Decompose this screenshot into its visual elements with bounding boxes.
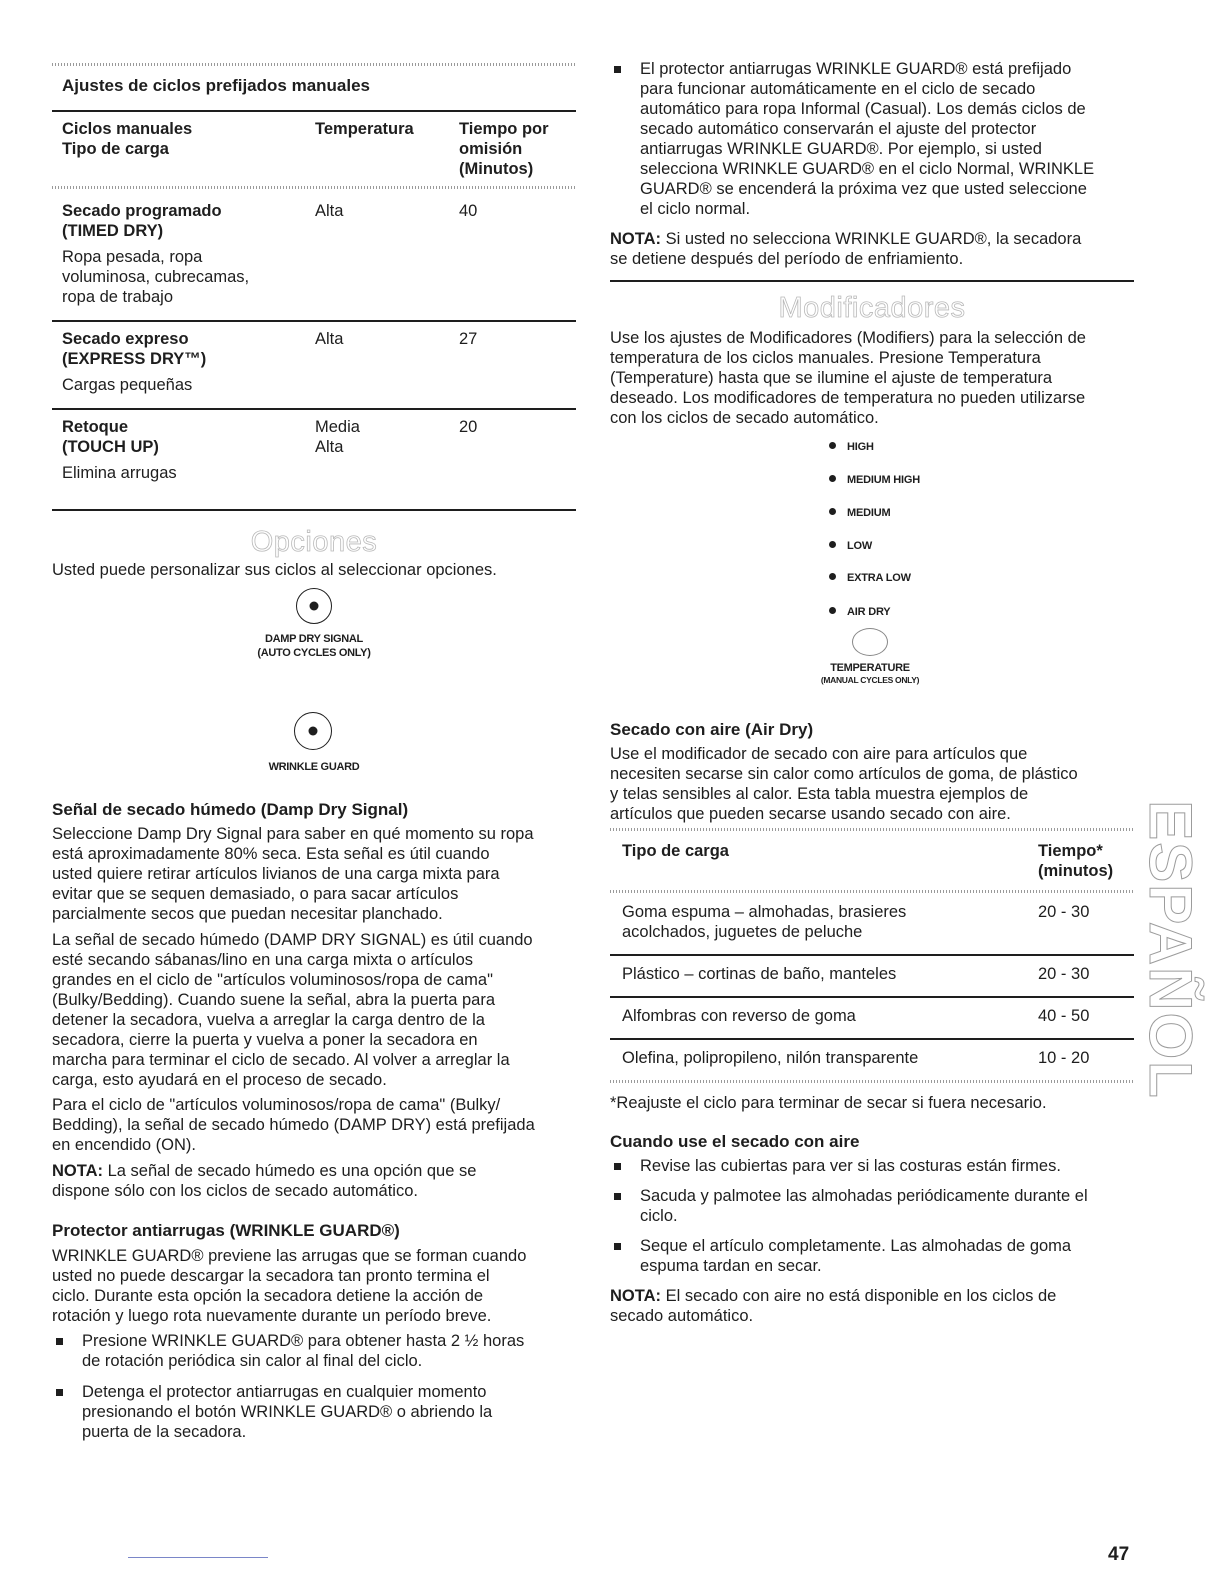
- bullet-icon: [614, 1243, 621, 1250]
- damp-dry-p2: La señal de secado húmedo (DAMP DRY SIGNAL) es útil cuando esté secando sábanas/lino en una carga mixta o artículos grandes en el ciclo de "artículos voluminosos/ropa de cama" (Bulky/Bedding). Cuando suene la señal, abra la puerta para detener la secadora, vuelva a arreglar la carga dentro de la secadora, cierre la puerta y vuelva a poner la secadora en marcha para terminar el ciclo de secado. Al volver a arreglar la carga, esto ayudará en el proceso de secado.: [52, 931, 533, 1089]
- left-column: Ajustes de ciclos prefijados manuales Ciclos manuales Tipo de carga Temperatura Tiempo por omisión (Minutos) Secado programado (TIMED DRY) Ropa pesada, ropa voluminosa, cubrecamas, ropa de trabajo Alta 40 Secado expreso (EXPRESS DRY™) Cargas pequeñas Alta 27 Retoque (TOUCH UP) Elimina arrugas Media Alta 20 Opciones Usted puede personalizar sus ciclos al seleccionar opciones. DAMP DRY SIGNAL (AUTO CYCLES ONLY) WRINKLE GUARD Señal de secado húmedo (Damp Dry Signal) Seleccione Damp Dry Signal para saber en qué momento su ropa está aproximadamente 80% seca. Esta señal es útil cuando usted quiere retirar artículos livianos de una carga mixta para evitar que se sequen demasiado, o para sacar artículos parcialmente secos que puedan necesitar planchado. La señal de secado húmedo (DAMP DRY SIGNAL) es útil cuando esté secando sábanas/lino en una carga mixta o artículos grandes en el ciclo de "artículos voluminosos/ropa de cama" (Bulky/Bedding). Cuando suene la señal, abra la puerta para detener la secadora, vuelva a arreglar la carga dentro de la secadora, cierre la puerta y vuelva a poner la secadora en marcha para terminar el ciclo de secado. Al volver a arreglar la carga, esto ayudará en el proceso de secado. Para el ciclo de "artículos voluminosos/ropa de cama" (Bulky/ Bedding), la señal de secado húmedo (DAMP DRY) está prefijada en encendido (ON). NOTA: La señal de secado húmedo es una opción que se dispone sólo con los ciclos de secado automático. Protector antiarrugas (WRINKLE GUARD®) WRINKLE GUARD® previene las arrugas que se forman cuando usted no puede descargar la secadora tan pronto termina el ciclo. Durante esta opción la secadora detiene la acción de rotación y luego rota nuevamente durante un período breve. Presione WRINKLE GUARD® para obtener hasta 2 ½ horas de rotación periódica sin calor al final del ciclo. Detenga el protector antiarrugas en cualquier momento presionando el botón WRINKLE GUARD® o abriendo la puerta de la secadora.: [52, 0, 576, 1584]
- bullet-icon: [614, 66, 621, 73]
- divider: [610, 1080, 1134, 1083]
- temperature-level: HIGH: [829, 440, 874, 454]
- divider: [52, 320, 576, 322]
- wrinkle-guard-label: WRINKLE GUARD: [268, 761, 360, 773]
- indicator-dot: [829, 475, 836, 482]
- divider: [610, 954, 1134, 956]
- indicator-dot: [829, 442, 836, 449]
- cycles-table-title: Ajustes de ciclos prefijados manuales: [62, 76, 371, 95]
- wrinkle-guard-button[interactable]: [294, 712, 332, 750]
- temperature-value: Alta: [315, 330, 344, 348]
- indicator-dot: [309, 727, 318, 736]
- page-number: 47: [1108, 1544, 1130, 1565]
- air-dry-intro: Use el modificador de secado con aire para artículos que necesiten secarse sin calor como artículos de goma, de plástico y telas sensibles al calor. Esta tabla muestra ejemplos de artículos que pueden secarse usando secado con aire.: [610, 745, 1078, 823]
- temperature-level: EXTRA LOW: [829, 571, 911, 585]
- options-intro: Usted puede personalizar sus ciclos al seleccionar opciones.: [52, 561, 497, 579]
- table-row: [62, 329, 302, 395]
- load-type: voluminosa, cubrecamas,: [62, 268, 250, 286]
- divider: [610, 828, 1134, 831]
- right-column: El protector antiarrugas WRINKLE GUARD® está prefijado para funcionar automáticamente en el ciclo de secado automático para ropa Informal (Casual). Los demás ciclos de secado automático conservarán el ajuste del protector antiarrugas WRINKLE GUARD®. Por ejemplo, si usted selecciona WRINKLE GUARD® en el ciclo Normal, WRINKLE GUARD® se encenderá la próxima vez que usted seleccione el ciclo normal. NOTA: Si usted no selecciona WRINKLE GUARD®, la secadora se detiene después del período de enfriamiento. Modificadores Use los ajustes de Modificadores (Modifiers) para la selección de temperatura de los ciclos manuales. Presione Temperatura (Temperature) hasta que se ilumine el ajuste de temperatura deseado. Los modificadores de temperatura no pueden utilizarse con los ciclos de secado automático. HIGH MEDIUM HIGH MEDIUM LOW EXTRA LOW AIR DRY TEMPERATURE (MANUAL CYCLES ONLY) Secado con aire (Air Dry) Use el modificador de secado con aire para artículos que necesiten secarse sin calor como artículos de goma, de plástico y telas sensibles al calor. Esta tabla muestra ejemplos de artículos que pueden secarse usando secado con aire. Tipo de carga Tiempo* (minutos) Goma espuma – almohadas, brasieres acolchados, juguetes de peluche 20 - 30 Plástico – cortinas de baño, manteles 20 - 30 Alfombras con reverso de goma 40 - 50 Olefina, polipropileno, nilón transparente 10 - 20 *Reajuste el ciclo para terminar de secar si fuera necesario. Cuando use el secado con aire Revise las cubiertas para ver si las costuras están firmes. Sacuda y palmotee las almohadas periódicamente durante el ciclo. Seque el artículo completamente. Las almohadas de goma espuma tardan en secar. NOTA: El secado con aire no está disponible en los ciclos de secado automático.: [610, 0, 1134, 1584]
- header-time: Tiempo por omisión (Minutos): [459, 120, 549, 178]
- time-value: 20 - 30: [1038, 965, 1090, 983]
- indicator-dot: [829, 541, 836, 548]
- modifiers-heading: Modificadores: [778, 292, 966, 324]
- table-row: [62, 201, 302, 307]
- load-type: Ropa pesada, ropa: [62, 248, 203, 266]
- time-value: 40 - 50: [1038, 1007, 1090, 1025]
- divider: [52, 63, 576, 66]
- temperature-level: MEDIUM HIGH: [829, 473, 920, 487]
- divider: [610, 890, 1134, 893]
- table-row: Plástico – cortinas de baño, manteles: [622, 965, 897, 983]
- divider: [52, 408, 576, 410]
- air-dry-note: NOTA: El secado con aire no está disponible en los ciclos de secado automático.: [610, 1287, 1057, 1325]
- damp-dry-signal-button[interactable]: [296, 588, 332, 624]
- time-value: 20: [459, 418, 478, 436]
- bullet-icon: [614, 1163, 621, 1170]
- damp-dry-p3: Para el ciclo de "artículos voluminosos/ropa de cama" (Bulky/ Bedding), la señal de secado húmedo (DAMP DRY) está prefijada en encendido (ON).: [52, 1096, 535, 1154]
- header-load-type: Tipo de carga: [622, 842, 729, 860]
- cycle-name: Secado expreso: [62, 330, 189, 348]
- damp-dry-note: NOTA: La señal de secado húmedo es una opción que se dispone sólo con los ciclos de secado automático.: [52, 1162, 477, 1200]
- time-value: 10 - 20: [1038, 1049, 1090, 1067]
- temperature-level: LOW: [829, 539, 872, 553]
- load-type: Cargas pequeñas: [62, 376, 193, 394]
- bullet-icon: [56, 1338, 63, 1345]
- air-dry-heading: Secado con aire (Air Dry): [610, 720, 814, 739]
- temperature-value: Alta: [315, 202, 344, 220]
- damp-dry-signal-label: DAMP DRY SIGNAL (AUTO CYCLES ONLY): [257, 633, 371, 659]
- indicator-dot: [829, 573, 836, 580]
- temperature-label: TEMPERATURE (MANUAL CYCLES ONLY): [820, 662, 920, 685]
- cycle-name-en: (TIMED DRY): [62, 222, 164, 240]
- table-row: Alfombras con reverso de goma: [622, 1007, 856, 1025]
- wrinkle-guard-note: NOTA: Si usted no selecciona WRINKLE GUARD®, la secadora se detiene después del período de enfriamiento.: [610, 230, 1082, 268]
- table-row: Goma espuma – almohadas, brasieres acolchados, juguetes de peluche: [622, 903, 907, 941]
- bullet-icon: [614, 1193, 621, 1200]
- table-row: Olefina, polipropileno, nilón transparente: [622, 1049, 919, 1067]
- cycle-name-en: (TOUCH UP): [62, 438, 159, 456]
- indicator-dot: [829, 607, 836, 614]
- header-cycles: Ciclos manuales Tipo de carga: [62, 120, 193, 158]
- damp-dry-heading: Señal de secado húmedo (Damp Dry Signal): [52, 800, 409, 819]
- time-value: 40: [459, 202, 478, 220]
- time-value: 27: [459, 330, 478, 348]
- divider: [52, 509, 576, 511]
- temperature-button[interactable]: [852, 628, 888, 656]
- load-type: ropa de trabajo: [62, 288, 173, 306]
- footnote: *Reajuste el ciclo para terminar de secar si fuera necesario.: [610, 1094, 1047, 1112]
- temperature-value: Media Alta: [315, 418, 360, 456]
- divider: [610, 280, 1134, 282]
- cycle-name: Secado programado: [62, 202, 222, 220]
- wrinkle-guard-heading: Protector antiarrugas (WRINKLE GUARD®): [52, 1221, 400, 1240]
- options-heading: Opciones: [250, 526, 378, 558]
- divider: [52, 110, 576, 112]
- divider: [128, 1557, 268, 1558]
- language-side-tab: ESPAÑOL: [1137, 800, 1204, 1100]
- header-time: Tiempo* (minutos): [1038, 842, 1114, 880]
- wrinkle-guard-p1: WRINKLE GUARD® previene las arrugas que se forman cuando usted no puede descargar la secadora tan pronto termina el ciclo. Durante esta opción la secadora detiene la acción de rotación y luego rota nuevamente durante un período breve.: [52, 1247, 527, 1325]
- table-row: [62, 417, 302, 483]
- divider: [52, 186, 576, 189]
- divider: [610, 996, 1134, 998]
- modifiers-intro: Use los ajustes de Modificadores (Modifiers) para la selección de temperatura de los ciclos manuales. Presione Temperatura (Temperature) hasta que se ilumine el ajuste de temperatura deseado. Los modificadores de temperatura no pueden utilizarse con los ciclos de secado automático.: [610, 329, 1086, 427]
- load-type: Elimina arrugas: [62, 464, 177, 482]
- cycle-name: Retoque: [62, 418, 128, 436]
- cycle-name-en: (EXPRESS DRY™): [62, 350, 207, 368]
- bullet-icon: [56, 1389, 63, 1396]
- temperature-level: MEDIUM: [829, 506, 890, 520]
- temperature-level: AIR DRY: [829, 605, 890, 619]
- damp-dry-p1: Seleccione Damp Dry Signal para saber en qué momento su ropa está aproximadamente 80% seca. Esta señal es útil cuando usted quiere retirar artículos livianos de una carga mixta para evitar que se sequen demasiado, o para sacar artículos parcialmente secos que puedan necesitar planchado.: [52, 825, 534, 923]
- header-temperature: Temperatura: [315, 120, 414, 138]
- divider: [610, 1038, 1134, 1040]
- indicator-dot: [310, 602, 319, 611]
- indicator-dot: [829, 508, 836, 515]
- time-value: 20 - 30: [1038, 903, 1090, 921]
- when-air-dry-heading: Cuando use el secado con aire: [610, 1132, 860, 1151]
